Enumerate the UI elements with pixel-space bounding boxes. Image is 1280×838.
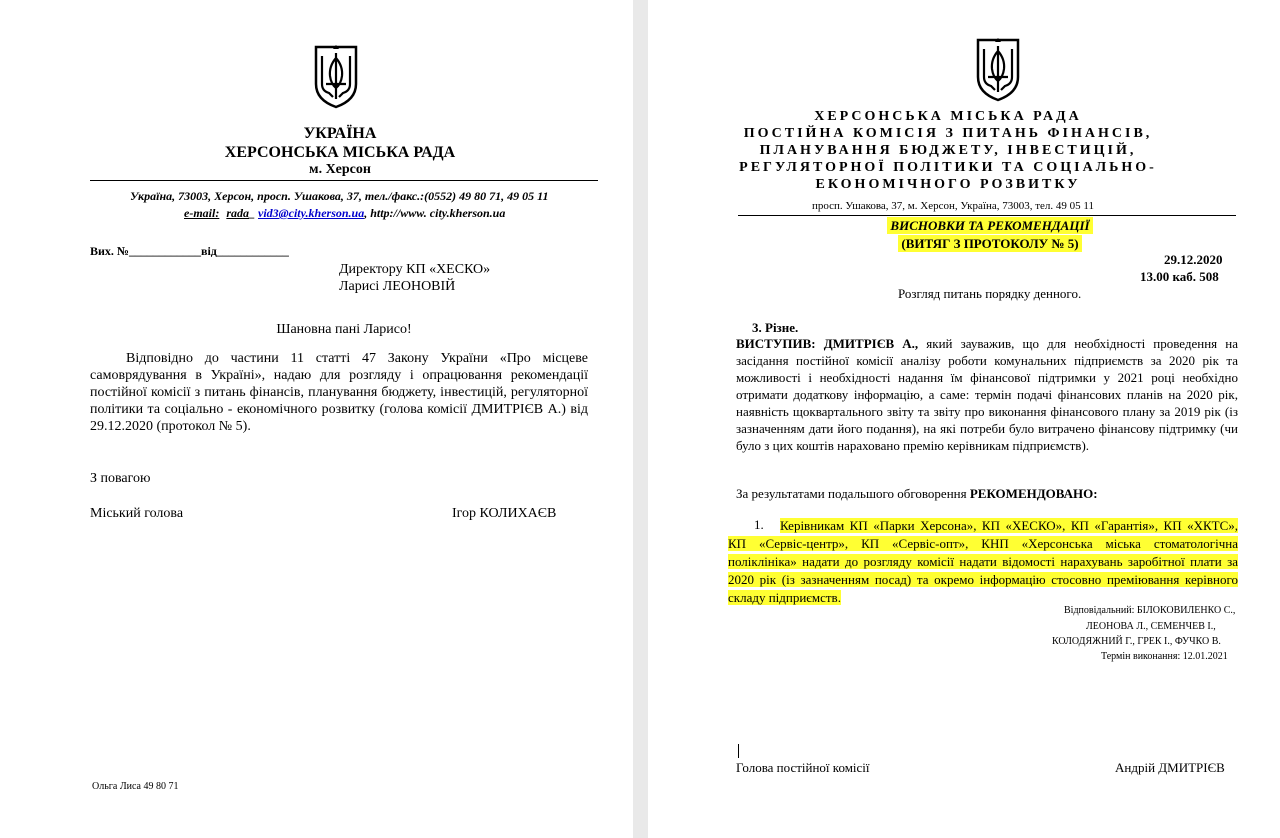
item-heading: 3. Різне. xyxy=(752,320,799,335)
header-line-4: РЕГУЛЯТОРНОЇ ПОЛІТИКИ ТА СОЦІАЛЬНО- xyxy=(739,160,1157,175)
agenda-line: Розгляд питань порядку денного. xyxy=(898,286,1082,301)
meeting-date: 29.12.2020 xyxy=(1164,252,1223,267)
signer-name: Ігор КОЛИХАЄВ xyxy=(452,506,557,521)
responsible-line-1: Відповідальний: БІЛОКОВИЛЕНКО С., xyxy=(1064,605,1236,616)
document-subtitle: (ВИТЯГ З ПРОТОКОЛУ № 5) xyxy=(870,236,1110,252)
header-line-3: ПЛАНУВАННЯ БЮДЖЕТУ, ІНВЕСТИЦІЙ, xyxy=(759,143,1137,158)
coat-of-arms-icon xyxy=(974,37,1022,103)
recommendation-text: Керівникам КП «Парки Херсона», КП «ХЕСКО», КП «Гарантія», КП «ХКТС», КП «Сервіс-центр», КП «Сервіс-опт», КНП «Херсонська міська стоматологічна поліклініка» надати до розгляду комісії надати відомості нарахувань заробітної плати за 2020 рік (із зазначенням посад) та окремо інформацію стосовно преміювання керівного складу підприємств. xyxy=(728,518,1238,605)
header-line-5: ЕКОНОМІЧНОГО РОЗВИТКУ xyxy=(815,177,1081,192)
text-cursor xyxy=(738,744,739,758)
recommendation-number: 1. xyxy=(754,517,764,532)
header-line-1: ХЕРСОНСЬКА МІСЬКА РАДА xyxy=(814,109,1082,124)
regards: З повагою xyxy=(90,471,151,486)
letter-page xyxy=(0,0,633,838)
commission-address: просп. Ушакова, 37, м. Херсон, Україна, 73003, тел. 49 05 11 xyxy=(811,200,1095,212)
speaker-text: який зауважив, що для необхідності проведення на засідання постійної комісії аналізу роботи комунальних підприємств за 2020 рік та можливості і необхідності надання їм фінансової підтримки у 2021 році необхідно отримати додаткову інформацію, а саме: термін подачі фінансових планів на 2020 рік, наявність щоквартального звіту та звіту про виконання фінансового плану за 2019 рік (із зазначенням дати його подання), на які потреби було витрачено фінансову підтримку (чи було з цих коштів нараховано премію керівникам підприємств). xyxy=(736,336,1238,453)
header-divider xyxy=(738,215,1236,216)
signer-title: Голова постійної комісії xyxy=(736,760,870,775)
coat-of-arms-icon xyxy=(313,44,359,110)
council-name: ХЕРСОНСЬКА МІСЬКА РАДА xyxy=(224,144,456,161)
responsible-line-2: ЛЕОНОВА Л., СЕМЕНЧЕВ І., xyxy=(1086,621,1216,632)
header-divider xyxy=(90,180,598,181)
website-text: , http://www. city.kherson.ua xyxy=(364,206,506,220)
header-line-2: ПОСТІЙНА КОМІСІЯ З ПИТАНЬ ФІНАНСІВ, xyxy=(743,126,1153,141)
country-name: УКРАЇНА xyxy=(303,125,377,142)
speaker-paragraph xyxy=(736,335,1238,454)
outgoing-number: Вих. №____________від____________ xyxy=(90,244,289,258)
document-title: ВИСНОВКИ ТА РЕКОМЕНДАЦІЇ xyxy=(870,218,1110,234)
responsible-line-3: КОЛОДЯЖНИЙ Г., ГРЕК І., ФУЧКО В. xyxy=(1052,636,1221,647)
greeting: Шановна пані Ларисо! xyxy=(276,322,412,337)
results-line: За результатами подальшого обговорення РЕКОМЕНДОВАНО: xyxy=(736,486,1098,501)
contact-email-line: e-mail: rada_ vid3@city.kherson.ua, http://www. city.kherson.ua xyxy=(184,206,506,220)
contact-address: Україна, 73003, Херсон, просп. Ушакова, 37, тел./факс.:(0552) 49 80 71, 49 05 11 xyxy=(130,189,549,203)
recipient-line-2: Ларисі ЛЕОНОВІЙ xyxy=(339,279,456,294)
protocol-page xyxy=(648,0,1280,838)
email-label: e-mail: xyxy=(184,206,220,220)
email-user: rada xyxy=(226,206,249,220)
email-link[interactable]: vid3@city.kherson.ua xyxy=(258,206,365,220)
deadline: Термін виконання: 12.01.2021 xyxy=(1101,651,1228,662)
letter-body: Відповідно до частини 11 статті 47 Закону України «Про місцеве самоврядування в Україні», надаю для розгляду і опрацювання рекомендації постійної комісії з питань фінансів, планування бюджету, інвестицій, регуляторної політики та соціально - економічного розвитку (голова комісії ДМИТРІЄВ А.) від 29.12.2020 (протокол № 5). xyxy=(90,351,588,434)
meeting-time-room: 13.00 каб. 508 xyxy=(1140,269,1219,284)
signer-name: Андрій ДМИТРІЄВ xyxy=(1115,760,1225,775)
executor-note: Ольга Лиса 49 80 71 xyxy=(92,781,179,792)
recommended-label: РЕКОМЕНДОВАНО: xyxy=(969,486,1098,501)
signer-title: Міський голова xyxy=(90,506,184,521)
speaker-label: ВИСТУПИВ: ДМИТРІЄВ А., xyxy=(736,336,919,351)
recipient-line-1: Директору КП «ХЕСКО» xyxy=(339,262,491,277)
city-name: м. Херсон xyxy=(309,162,371,177)
